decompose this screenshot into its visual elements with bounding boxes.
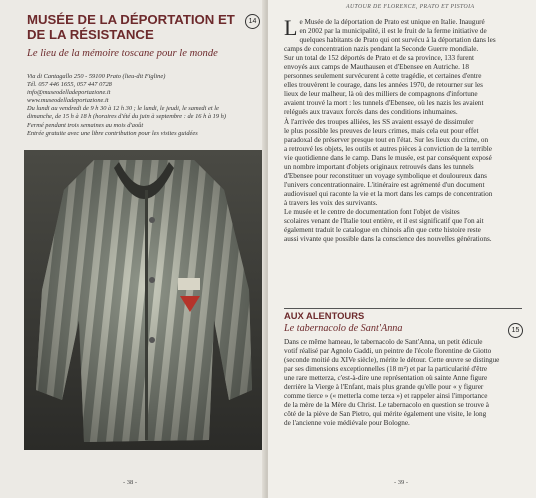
museum-title-line-2: DE LA RÉSISTANCE: [27, 27, 154, 42]
right-page: [268, 0, 536, 498]
museum-description-line: À l'arrivée des troupes alliées, les SS avaient essayé de dissimuler: [284, 117, 474, 126]
museum-subtitle: Le lieu de la mémoire toscane pour le monde: [27, 48, 218, 59]
info-email[interactable]: info@museodelladeportazione.it: [27, 89, 111, 97]
museum-description-line: quelques habitants de Prato qui ont survécu à la déportation dans les: [299, 36, 496, 45]
museum-description-line: audiovisuel qui raconte la vie et la mort dans les camps de concentration: [284, 189, 493, 198]
section-rule: [284, 308, 522, 309]
museum-description-line: camps de concentration nazis pendant la Seconde Guerre mondiale.: [284, 45, 479, 54]
info-entry: Entrée gratuite avec une libre contribution pour les visites guidées: [27, 129, 198, 137]
museum-description-line: personnes seulement survécurent à cette tragédie, et certaines d'entre: [284, 72, 482, 81]
museum-description-line: scolaires venant de l'Italie tout entière, et il est significatif que l'on ait: [284, 217, 484, 226]
museum-description-line: paradoxal de préserver presque tout en l'état. Sur les lieux du crime, on: [284, 135, 489, 144]
tabernacolo-description-line: (seconde moitié du XIVe siècle), mérite le détour. Cette œuvre se distingue: [284, 356, 500, 365]
tabernacolo-description-line: votif réalisé par Agnolo Gaddi, un peintre de l'école florentine de Giotto: [284, 347, 492, 356]
museum-description-line: a retrouvé les objets, les outils et autres pièces à conviction de la terrible: [284, 144, 492, 153]
tabernacolo-description-line: derrière la Vierge à l'Enfant, mais plus grande qu'elle pour « y figurer: [284, 383, 484, 392]
museum-description-line: lieux de leur malheur, là où des milliers de compagnons d'infortune: [284, 90, 478, 99]
museum-description-line: également traduit le catalogue en chinois afin que cette histoire reste: [284, 226, 481, 235]
museum-description-line: aussi vivante que possible dans la conscience des nouvelles générations.: [284, 235, 492, 244]
museum-description: [284, 15, 522, 244]
museum-description-line: avaient trouvé la mort : les tunnels d'Ebensee, où les nazis les avaient: [284, 99, 484, 108]
tabernacolo-description-line: de la mère de la Mère du Christ. Le tabernacolo en question se trouve à: [284, 401, 489, 410]
tabernacolo-description-line: de l'ancienne voie médiévale pour Bologne.: [284, 419, 410, 428]
tabernacolo-description: [284, 338, 522, 428]
info-address: Via di Cantagallo 250 - 59100 Prato (lieu-dit Figline): [27, 73, 166, 80]
info-phone: Tél. 057 446 1655, 057 447 0728: [27, 81, 112, 89]
left-page-number: - 38 -: [123, 479, 138, 486]
museum-title-line-1: MUSÉE DE LA DÉPORTATION ET: [27, 12, 235, 27]
museum-description-line: Sur un total de 152 déportés de Prato et de sa province, 133 furent: [284, 54, 475, 63]
museum-description-line: en 2002 par la municipalité, il est le fruit de la ferme initiative de: [299, 27, 487, 36]
entry-number-badge: 14: [245, 14, 260, 29]
museum-description-line: Le musée et le centre de documentation font l'objet de visites: [284, 207, 460, 216]
museum-description-line: un nombre important d'objets originaux retrouvés dans les tunnels: [284, 162, 474, 171]
museum-description-line: e Musée de la déportation de Prato est unique en Italie. Inauguré: [299, 18, 485, 26]
museum-info-block: [27, 73, 262, 138]
museum-description-line: relégués aux travaux forcés dans des conditions inhumaines.: [284, 108, 458, 117]
museum-description-line: elles trouvèrent le courage, dans les années 1970, de retourner sur les: [284, 81, 483, 90]
drop-cap: L: [284, 15, 298, 40]
museum-title: [27, 12, 237, 42]
museum-description-line: l'univers concentrationnaire. L'itinéraire est agrémenté d'un document: [284, 180, 485, 189]
right-page-number: - 39 -: [394, 479, 409, 486]
nearby-subtitle: Le tabernacolo de Sant'Anna: [284, 323, 403, 334]
museum-description-line: le plus possible les preuves de leurs crimes, mais cela eut pour effet: [284, 126, 479, 135]
nearby-number-badge: 15: [508, 323, 523, 338]
info-hours-1: Du lundi au vendredi de 9 h 30 à 12 h 30 ; le lundi, le jeudi, le samedi et le: [27, 105, 219, 113]
nearby-heading: AUX ALENTOURS: [284, 310, 365, 321]
museum-description-line: envoyés aux camps de Mauthausen et d'Ebensee en Autriche. 18: [284, 63, 469, 72]
running-head: AUTOUR DE FLORENCE, PRATO ET PISTOIA: [346, 4, 475, 10]
prisoner-uniform-photo: [24, 150, 262, 450]
info-website[interactable]: www.museodelladeportazione.it: [27, 97, 109, 105]
left-page: [0, 0, 266, 498]
tabernacolo-description-line: Dans ce même hameau, le tabernacolo de Sant'Anna, un petit édicule: [284, 338, 483, 346]
museum-description-line: d'Ebensee pour reconstituer un voyage symbolique et douloureux dans: [284, 171, 487, 180]
tabernacolo-description-line: côté de la piève de San Pietro, qui mérite également une visite, le long: [284, 410, 487, 419]
tabernacolo-description-line: par ses dimensions exceptionnelles (18 m²) et par la particularité d'être: [284, 365, 488, 374]
museum-description-line: à travers les voix des survivants.: [284, 198, 378, 207]
museum-description-line: vie quotidienne dans le camp. Dans le musée, est par conséquent exposé: [284, 153, 492, 162]
tabernacolo-description-line: une rare metterza, c'est-à-dire une représentation où sainte Anne figure: [284, 374, 488, 383]
info-hours-2: dimanche, de 15 h à 18 h (horaires d'été du juin à septembre : de 16 h à 19 h): [27, 113, 226, 121]
info-closed: Fermé pendant trois semaines au mois d'août: [27, 121, 144, 129]
tabernacolo-description-line: comme tierce » (« metterla come terza ») et rappeler ainsi l'importance: [284, 392, 488, 401]
striped-jacket-image: [24, 150, 262, 450]
